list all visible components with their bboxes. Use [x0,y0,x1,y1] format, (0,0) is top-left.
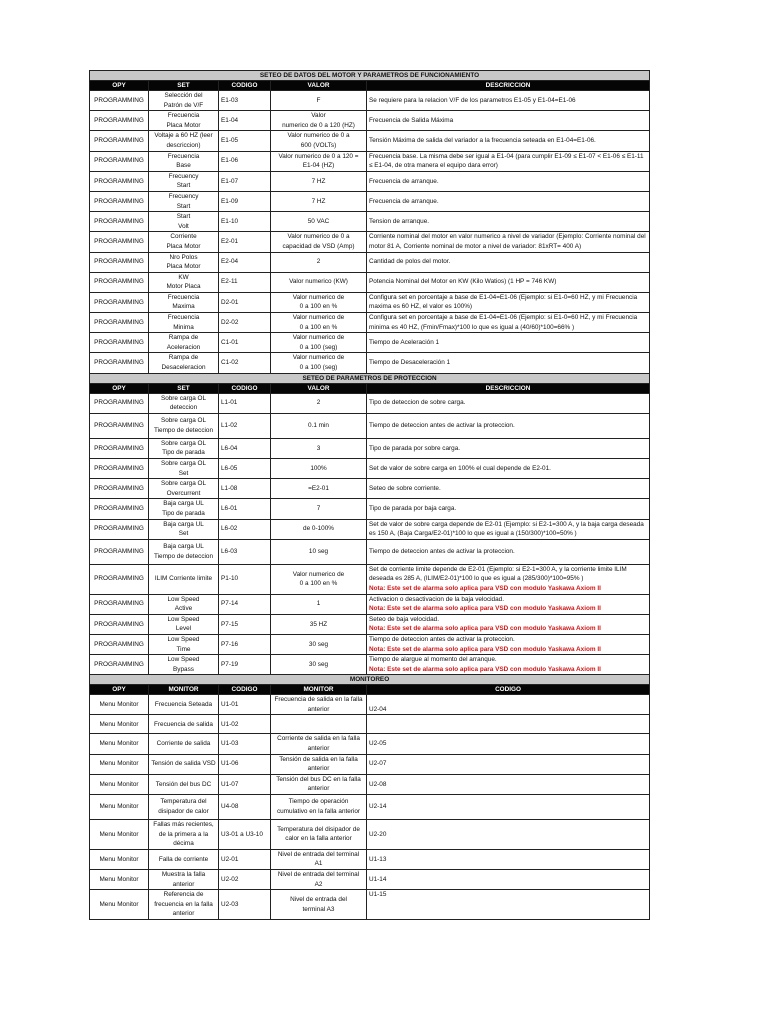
value-cell: 7 HZ [271,191,367,211]
table-row [90,438,650,458]
section1-header-row [90,81,650,91]
code-cell: E2-01 [219,232,271,252]
value-cell: 7 HZ [271,171,367,191]
opy-cell: PROGRAMMING [90,634,149,654]
opy-cell: PROGRAMMING [90,614,149,634]
table-row [90,91,650,111]
table-row [90,151,650,171]
opy-cell: Menu Monitor [90,820,149,850]
set-cell: KW Motor Placa [149,272,219,292]
table-row [90,353,650,373]
table-row [90,252,650,272]
description-text: Set de valor de sobre carga en 100% el cual depende de E2-01. [369,464,551,472]
description-cell [367,393,650,413]
code-cell: U2-20 [367,820,650,850]
code-cell: U1-13 [367,849,650,869]
column-header: MONITOR [149,685,219,695]
code-cell: U1-07 [219,774,271,794]
column-header: DESCRICCION [367,81,650,91]
value-cell: 35 HZ [271,614,367,634]
code-cell: P7-15 [219,614,271,634]
value-cell: Valor numerico (KW) [271,272,367,292]
code-cell: P1-10 [219,564,271,594]
set-cell: Baja carga UL Tiempo de deteccion [149,539,219,564]
set-cell: Rampa de Desaceleracion [149,353,219,373]
opy-cell: PROGRAMMING [90,353,149,373]
value-cell: Valor numerico de 0 a 100 en % [271,564,367,594]
description-cell [367,333,650,353]
description-text: Tiempo de Desaceleración 1 [369,359,451,367]
code-cell: L6-05 [219,459,271,479]
note-text: Nota: Este set de alarma solo aplica para VSD con modulo Yaskawa Axiom II [369,645,601,653]
opy-cell: Menu Monitor [90,734,149,754]
value-cell: Valor numerico de 0 a 600 (VOLTs) [271,131,367,151]
monitor-cell: Tiempo de operación cumulativo en la falla anterior [271,795,367,820]
set-cell: Sobre carga OL deteccion [149,393,219,413]
column-header: VALOR [271,383,367,393]
section-title: MONITOREO [90,675,650,685]
code-cell: D2-02 [219,313,271,333]
column-header: SET [149,383,219,393]
opy-cell: PROGRAMMING [90,191,149,211]
table-row [90,272,650,292]
description-cell [367,539,650,564]
code-cell: P7-16 [219,634,271,654]
table-row [90,171,650,191]
opy-cell: Menu Monitor [90,849,149,869]
description-text: Tiempo de deteccion antes de activar la proteccion. [369,422,515,430]
table-row [90,734,650,754]
parameter-sheet [89,70,650,920]
column-header: DESCRICCION [367,383,650,393]
monitor-cell: Tensión del bus DC en la falla anterior [271,774,367,794]
code-cell: U3-01 a U3-10 [219,820,271,850]
monitor-cell: Nivel de entrada del terminal A1 [271,849,367,869]
section2-header-row [90,383,650,393]
set-cell: Corriente Placa Motor [149,232,219,252]
table-row [90,754,650,774]
table-row [90,715,650,734]
table-row [90,870,650,890]
description-text: Tipo de parada por baja carga. [369,505,457,513]
set-cell: Sobre carga OL Overcurrent [149,479,219,499]
code-cell: U2-14 [367,795,650,820]
table-row [90,131,650,151]
opy-cell: PROGRAMMING [90,91,149,111]
code-cell: U1-01 [219,695,271,715]
monitor-cell: Nivel de entrada del terminal A3 [271,890,367,920]
table-row [90,849,650,869]
column-header: OPY [90,81,149,91]
code-cell: L6-04 [219,438,271,458]
opy-cell: Menu Monitor [90,715,149,734]
value-cell: Valor numerico de 0 a 100 en % [271,292,367,312]
monitor-cell: Frecuencia de salida en la falla anterior [271,695,367,715]
table-row [90,594,650,614]
monitor-cell: Tensión de salida en la falla anterior [271,754,367,774]
set-cell: Frecuencia Maxima [149,292,219,312]
monitor-cell: Falla de corriente [149,849,219,869]
table-row [90,191,650,211]
table-row [90,695,650,715]
value-cell: 50 VAC [271,212,367,232]
set-cell: Start Volt [149,212,219,232]
monitor-cell: Corriente de salida en la falla anterior [271,734,367,754]
value-cell: 30 seg [271,655,367,675]
set-cell: Rampa de Aceleracion [149,333,219,353]
monitor-cell: Temperatura del disipador de calor en la falla anterior [271,820,367,850]
description-text: Activacion o desactivacion de la baja velocidad. [369,595,504,603]
description-text: Set de valor de sobre carga depende de E2-01 (Ejemplo: si E2-1=300 A, y la baja carga deseada es 150 A, (Baja Carga/E2-01)*100 lo que es igual a (150/300)*100=50% ) [369,520,644,538]
monitor-cell: Temperatura del disipador de calor [149,795,219,820]
description-text: Seteo de baja velocidad. [369,615,439,623]
description-cell [367,519,650,539]
column-header: SET [149,81,219,91]
code-cell: C1-01 [219,333,271,353]
value-cell: Valor numerico de 0 a 120 (HZ) [271,111,367,131]
opy-cell: PROGRAMMING [90,393,149,413]
monitor-cell: Tensión del bus DC [149,774,219,794]
opy-cell: PROGRAMMING [90,272,149,292]
table-row [90,774,650,794]
code-cell: U2-08 [367,774,650,794]
description-text: Potencia Nominal del Motor en KW (Kilo Watios) (1 HP = 746 KW) [369,278,557,286]
table-row [90,479,650,499]
opy-cell: PROGRAMMING [90,413,149,438]
description-cell [367,171,650,191]
description-text: Set de corriente limite depende de E2-01 (Ejemplo: si E2-1=300 A, y la corriente limite ILIM deseada es 285 A, (ILIM/E2-01)*100 lo que es igual a (285/300)*100=95% ) [369,565,627,583]
section-title: SETEO DE DATOS DEL MOTOR Y PARAMETROS DE FUNCIONAMIENTO [90,71,650,81]
code-cell: E2-04 [219,252,271,272]
description-text: Frecuencia base. La misma debe ser igual a E1-04 (para cumplir E1-09 ≤ E1-07 < E1-06 ≤ E1-11 ≤ E1-04, de otra manera el equipo dara error) [369,152,644,170]
code-cell: U2-03 [219,890,271,920]
value-cell: 10 seg [271,539,367,564]
code-cell: L6-02 [219,519,271,539]
table-row [90,634,650,654]
set-cell: Frecuency Start [149,191,219,211]
value-cell: 3 [271,438,367,458]
description-text: Seteo de sobre corriente. [369,484,441,492]
code-cell: L6-03 [219,539,271,564]
value-cell: 0.1 min [271,413,367,438]
description-cell [367,292,650,312]
description-cell [367,191,650,211]
value-cell: Valor numerico de 0 a 100 (seg) [271,353,367,373]
column-header: CODIGO [219,81,271,91]
code-cell: E1-03 [219,91,271,111]
description-text: Corriente nominal del motor en valor numerico a nivel de variador (Ejemplo: Corriente nominal del motor 81 A, Corriente nominal de motor a nivel de variador: 81xRT= 400 A) [369,233,646,250]
opy-cell: PROGRAMMING [90,564,149,594]
description-cell [367,272,650,292]
code-cell: U1-02 [219,715,271,734]
opy-cell: PROGRAMMING [90,111,149,131]
value-cell: Valor numerico de 0 a capacidad de VSD (Amp) [271,232,367,252]
table-row [90,564,650,594]
section3-header-row [90,685,650,695]
opy-cell: PROGRAMMING [90,499,149,519]
value-cell: 2 [271,252,367,272]
value-cell: 2 [271,393,367,413]
description-cell [367,111,650,131]
table-row [90,820,650,850]
opy-cell: PROGRAMMING [90,151,149,171]
description-cell [367,212,650,232]
set-cell: Frecuency Start [149,171,219,191]
value-cell: =E2-01 [271,479,367,499]
code-cell: E2-11 [219,272,271,292]
section-title: SETEO DE PARAMETROS DE PROTECCION [90,373,650,383]
set-cell: Low Speed Active [149,594,219,614]
monitor-cell: Tensión de salida VSD [149,754,219,774]
opy-cell: PROGRAMMING [90,232,149,252]
code-cell: U2-07 [367,754,650,774]
opy-cell: PROGRAMMING [90,313,149,333]
table-row [90,232,650,252]
description-cell [367,655,650,675]
set-cell: Nro Polos Placa Motor [149,252,219,272]
code-cell: P7-19 [219,655,271,675]
description-text: Configura set en porcentaje a base de E1-04=E1-06 (Ejemplo: si E1-0=60 HZ, y mi Frecuencia minima es 40 HZ, (Fmin/Fmax)*100 lo que es igual a (40/60)*100=66% ) [369,314,638,331]
opy-cell: PROGRAMMING [90,594,149,614]
table-row [90,333,650,353]
description-text: Se requiere para la relacion V/F de los parametros E1-05 y E1-04=E1-06 [369,96,576,104]
description-cell [367,614,650,634]
table-row [90,459,650,479]
table-row [90,499,650,519]
opy-cell: PROGRAMMING [90,212,149,232]
opy-cell: PROGRAMMING [90,131,149,151]
code-cell: U2-04 [367,695,650,715]
description-cell [367,459,650,479]
table-row [90,795,650,820]
monitor-cell: Frecuencia de salida [149,715,219,734]
code-cell: E1-04 [219,111,271,131]
table-row [90,539,650,564]
description-text: Tiempo de deteccion antes de activar la proteccion. [369,547,515,555]
code-cell: U1-03 [219,734,271,754]
table-row [90,413,650,438]
opy-cell: PROGRAMMING [90,519,149,539]
code-cell: U2-05 [367,734,650,754]
opy-cell: Menu Monitor [90,774,149,794]
value-cell: Valor numerico de 0 a 120 = E1-04 (HZ) [271,151,367,171]
description-text: Tension de arranque. [369,217,430,225]
set-cell: Selección del Patrón de V/F [149,91,219,111]
opy-cell: PROGRAMMING [90,252,149,272]
monitor-cell: Referencia de frecuencia en la falla anterior [149,890,219,920]
description-cell [367,353,650,373]
code-cell: U1-14 [367,870,650,890]
code-cell: L6-01 [219,499,271,519]
set-cell: Sobre carga OL Set [149,459,219,479]
section3-title-row [90,675,650,685]
table-row [90,655,650,675]
monitor-cell [271,715,367,734]
opy-cell: PROGRAMMING [90,459,149,479]
description-text: Tiempo de deteccion antes de activar la proteccion. [369,635,515,643]
table-row [90,393,650,413]
note-text: Nota: Este set de alarma solo aplica para VSD con modulo Yaskawa Axiom II [369,625,601,633]
code-cell: P7-14 [219,594,271,614]
section2-title-row [90,373,650,383]
code-cell: L1-02 [219,413,271,438]
description-text: Frecuencia de arranque. [369,197,439,205]
code-cell: U1-06 [219,754,271,774]
set-cell: Low Speed Level [149,614,219,634]
description-text: Tiempo de Aceleración 1 [369,339,440,347]
set-cell: Sobre carga OL Tipo de parada [149,438,219,458]
description-cell [367,594,650,614]
set-cell: Frecuencia Placa Motor [149,111,219,131]
value-cell: 1 [271,594,367,614]
set-cell: Voltaje a 60 HZ (leer descriccion) [149,131,219,151]
opy-cell: PROGRAMMING [90,655,149,675]
code-cell: C1-02 [219,353,271,373]
note-text: Nota: Este set de alarma solo aplica para VSD con modulo Yaskawa Axiom II [369,605,601,613]
value-cell: F [271,91,367,111]
description-cell [367,564,650,594]
description-text: Tiempo de alargue al momento del arranque. [369,656,497,664]
code-cell: L1-08 [219,479,271,499]
code-cell: U4-08 [219,795,271,820]
opy-cell: Menu Monitor [90,795,149,820]
note-text: Nota: Este set de alarma solo aplica para VSD con modulo Yaskawa Axiom II [369,584,601,592]
description-cell [367,131,650,151]
code-cell [367,715,650,734]
set-cell: Sobre carga OL Tiempo de deteccion [149,413,219,438]
set-cell: Frecuencia Base [149,151,219,171]
description-cell [367,232,650,252]
opy-cell: Menu Monitor [90,890,149,920]
set-cell: Baja carga UL Tipo de parada [149,499,219,519]
code-cell: L1-01 [219,393,271,413]
code-cell: U1-15 [367,890,650,920]
value-cell: 7 [271,499,367,519]
set-cell: Baja carga UL Set [149,519,219,539]
opy-cell: PROGRAMMING [90,333,149,353]
monitor-cell: Frecuencia Seteada [149,695,219,715]
description-text: Tipo de parada por sobre carga. [369,444,461,452]
opy-cell: PROGRAMMING [90,171,149,191]
section1-title-row [90,71,650,81]
set-cell: Low Speed Bypass [149,655,219,675]
value-cell: 30 seg [271,634,367,654]
description-text: Tipo de deteccion de sobre carga. [369,399,466,407]
column-header: VALOR [271,81,367,91]
description-cell [367,479,650,499]
description-cell [367,91,650,111]
opy-cell: Menu Monitor [90,870,149,890]
table-row [90,292,650,312]
set-cell: Frecuencia Minima [149,313,219,333]
monitor-cell: Corriente de salida [149,734,219,754]
opy-cell: PROGRAMMING [90,292,149,312]
description-cell [367,313,650,333]
column-header: OPY [90,383,149,393]
code-cell: E1-09 [219,191,271,211]
table-row [90,614,650,634]
opy-cell: PROGRAMMING [90,479,149,499]
description-cell [367,413,650,438]
code-cell: U2-01 [219,849,271,869]
opy-cell: PROGRAMMING [90,539,149,564]
description-cell [367,438,650,458]
value-cell: Valor numerico de 0 a 100 en % [271,313,367,333]
set-cell: ILIM Corriente limite [149,564,219,594]
note-text: Nota: Este set de alarma solo aplica para VSD con modulo Yaskawa Axiom II [369,665,601,673]
column-header: MONITOR [271,685,367,695]
column-header: CODIGO [219,383,271,393]
value-cell: Valor numerico de 0 a 100 (seg) [271,333,367,353]
table-row [90,212,650,232]
value-cell: de 0-100% [271,519,367,539]
set-cell: Low Speed Time [149,634,219,654]
opy-cell: Menu Monitor [90,695,149,715]
description-text: Cantidad de polos del motor. [369,258,451,266]
description-cell [367,499,650,519]
table-row [90,519,650,539]
table-row [90,111,650,131]
table-row [90,890,650,920]
code-cell: E1-07 [219,171,271,191]
description-text: Configura set en porcentaje a base de E1-04=E1-06 (Ejemplo: si E1-0=60 HZ, y mi Frecuencia maxima es 60 HZ, el valor es 100%) [369,293,638,311]
description-text: Tensión Máxima de salida del variador a la frecuencia seteada en E1-04=E1-06. [369,137,596,145]
code-cell: E1-05 [219,131,271,151]
code-cell: D2-01 [219,292,271,312]
description-text: Frecuencia de arranque. [369,177,439,185]
table-row [90,313,650,333]
description-cell [367,252,650,272]
column-header: CODIGO [367,685,650,695]
column-header: CODIGO [219,685,271,695]
code-cell: E1-06 [219,151,271,171]
value-cell: 100% [271,459,367,479]
opy-cell: Menu Monitor [90,754,149,774]
monitor-cell: Nivel de entrada del terminal A2 [271,870,367,890]
column-header: OPY [90,685,149,695]
description-text: Frecuencia de Salida Máxima [369,116,454,124]
monitor-cell: Fallas más recientes, de la primera a la décima [149,820,219,850]
description-cell [367,634,650,654]
description-cell [367,151,650,171]
code-cell: U2-02 [219,870,271,890]
opy-cell: PROGRAMMING [90,438,149,458]
monitor-cell: Muestra la falla anterior [149,870,219,890]
code-cell: E1-10 [219,212,271,232]
